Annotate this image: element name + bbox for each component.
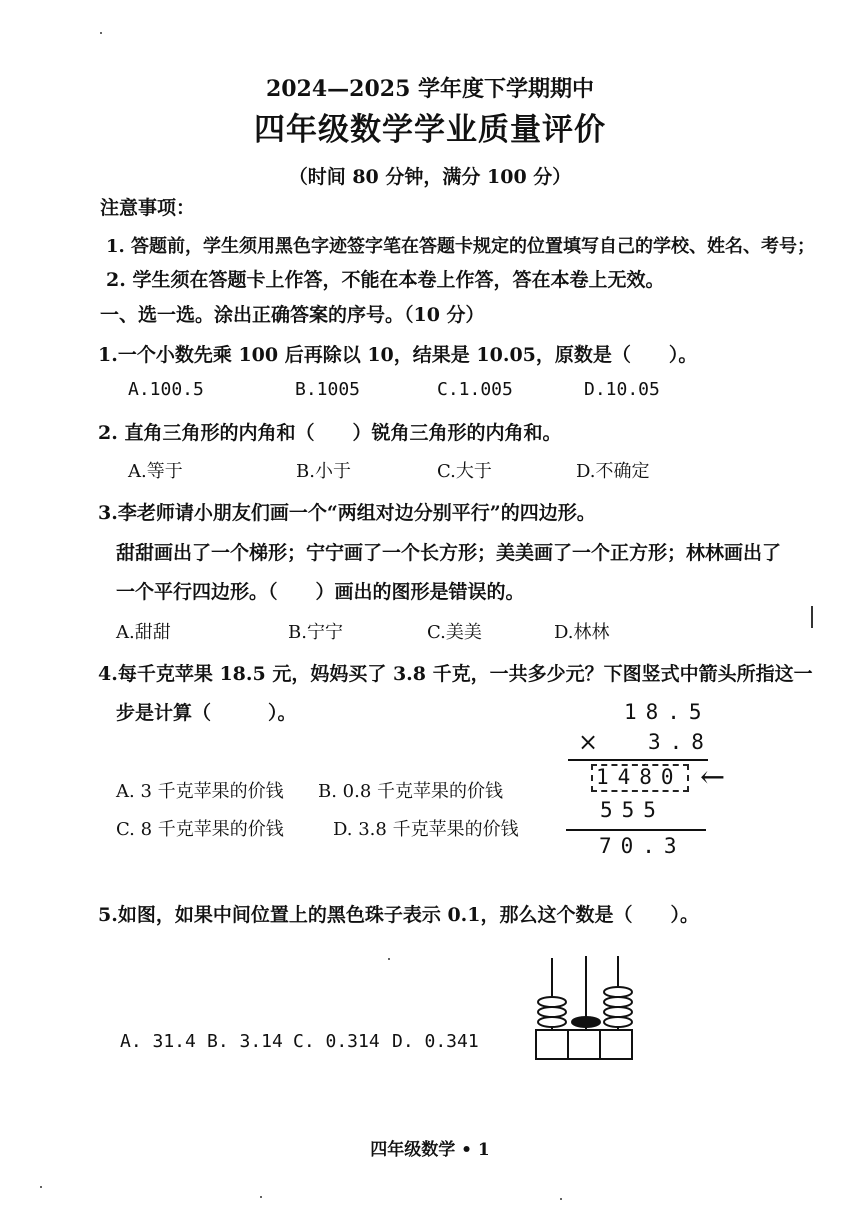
- q1-option-d[interactable]: D.10.05: [584, 379, 660, 400]
- time-note: （时间 80 分钟，满分 100 分）: [288, 166, 572, 188]
- section-1-heading: 一、选一选。涂出正确答案的序号。（10 分）: [100, 304, 485, 326]
- q1-option-c[interactable]: C.1.005: [437, 379, 513, 400]
- multiplicand: 18.5: [624, 700, 711, 724]
- q4-option-a[interactable]: A. 3 千克苹果的价钱: [116, 781, 284, 802]
- abacus-base-right: [600, 1030, 632, 1059]
- notice-item-1: 1. 答题前，学生须用黑色字迹签字笔在答题卡规定的位置填写自己的学校、姓名、考号；: [106, 236, 816, 257]
- question-3-line-2: 甜甜画出了一个梯形；宁宁画了一个长方形；美美画了一个正方形；林林画出了: [116, 542, 782, 564]
- scan-speck: [260, 1196, 262, 1198]
- q2-option-d[interactable]: D.不确定: [576, 461, 650, 482]
- q3-option-d[interactable]: D.林林: [554, 622, 610, 643]
- q5-option-a[interactable]: A. 31.4: [120, 1031, 196, 1052]
- q4-option-d[interactable]: D. 3.8 千克苹果的价钱: [333, 819, 519, 840]
- q3-option-c[interactable]: C.美美: [427, 622, 482, 643]
- abacus-bead: [538, 997, 566, 1007]
- scan-speck: [560, 1198, 562, 1200]
- abacus-bead: [604, 997, 632, 1007]
- question-2-stem: 2. 直角三角形的内角和（ ）锐角三角形的内角和。: [98, 422, 562, 444]
- scan-mark: [811, 606, 813, 628]
- notice-item-2: 2. 学生须在答题卡上作答，不能在本卷上作答，答在本卷上无效。: [106, 269, 665, 291]
- q1-option-b[interactable]: B.1005: [295, 379, 361, 400]
- exam-title: 四年级数学学业质量评价: [254, 112, 606, 148]
- question-1-stem: 1.一个小数先乘 100 后再除以 10，结果是 10.05，原数是（ ）。: [98, 344, 698, 366]
- abacus-base-middle: [568, 1030, 600, 1059]
- q2-option-c[interactable]: C.大于: [437, 461, 492, 482]
- partial-product-1: 1480: [596, 765, 683, 789]
- exam-year-title: 2024—2025 学年度下学期期中: [265, 76, 595, 102]
- q3-option-a[interactable]: A.甜甜: [116, 622, 171, 643]
- abacus-diagram: [530, 950, 640, 1065]
- partial-product-2: 555: [600, 798, 665, 822]
- q3-option-b[interactable]: B.宁宁: [288, 622, 343, 643]
- abacus-bead: [604, 1017, 632, 1027]
- arrow-icon: ←: [700, 760, 726, 795]
- multiplication-rule-1: [568, 759, 708, 761]
- page-footer: 四年级数学 • 1: [370, 1140, 490, 1160]
- abacus-base-left: [536, 1030, 568, 1059]
- multiplication-rule-2: [566, 829, 706, 831]
- q2-option-b[interactable]: B.小于: [296, 461, 351, 482]
- scan-speck: [100, 32, 102, 34]
- q4-option-b[interactable]: B. 0.8 千克苹果的价钱: [318, 781, 504, 802]
- q1-option-a[interactable]: A.100.5: [128, 379, 204, 400]
- scan-speck: [40, 1186, 42, 1188]
- question-4-line-2: 步是计算（ ）。: [116, 702, 297, 724]
- abacus-bead: [538, 1017, 566, 1027]
- question-5-stem: 5.如图，如果中间位置上的黑色珠子表示 0.1，那么这个数是（ ）。: [98, 904, 700, 926]
- abacus-bead: [604, 987, 632, 997]
- q4-option-c[interactable]: C. 8 千克苹果的价钱: [116, 819, 284, 840]
- question-4-stem: 4.每千克苹果 18.5 元，妈妈买了 3.8 千克，一共多少元？下图竖式中箭头所指这一: [98, 663, 813, 685]
- q2-option-a[interactable]: A.等于: [128, 461, 183, 482]
- question-3-line-3: 一个平行四边形。（ ）画出的图形是错误的。: [116, 581, 525, 603]
- product-result: 70.3: [599, 834, 686, 858]
- abacus-bead-black: [572, 1017, 600, 1027]
- times-sign: ×: [578, 728, 599, 756]
- scan-speck: [388, 958, 390, 960]
- abacus-bead: [538, 1007, 566, 1017]
- q5-option-b[interactable]: B. 3.14: [207, 1031, 283, 1052]
- q5-option-d[interactable]: D. 0.341: [392, 1031, 479, 1052]
- q5-option-c[interactable]: C. 0.314: [293, 1031, 380, 1052]
- abacus-bead: [604, 1007, 632, 1017]
- multiplier: 3.8: [648, 730, 713, 754]
- notice-heading: 注意事项：: [100, 197, 196, 219]
- question-3-stem: 3.李老师请小朋友们画一个“两组对边分别平行”的四边形。: [98, 502, 596, 524]
